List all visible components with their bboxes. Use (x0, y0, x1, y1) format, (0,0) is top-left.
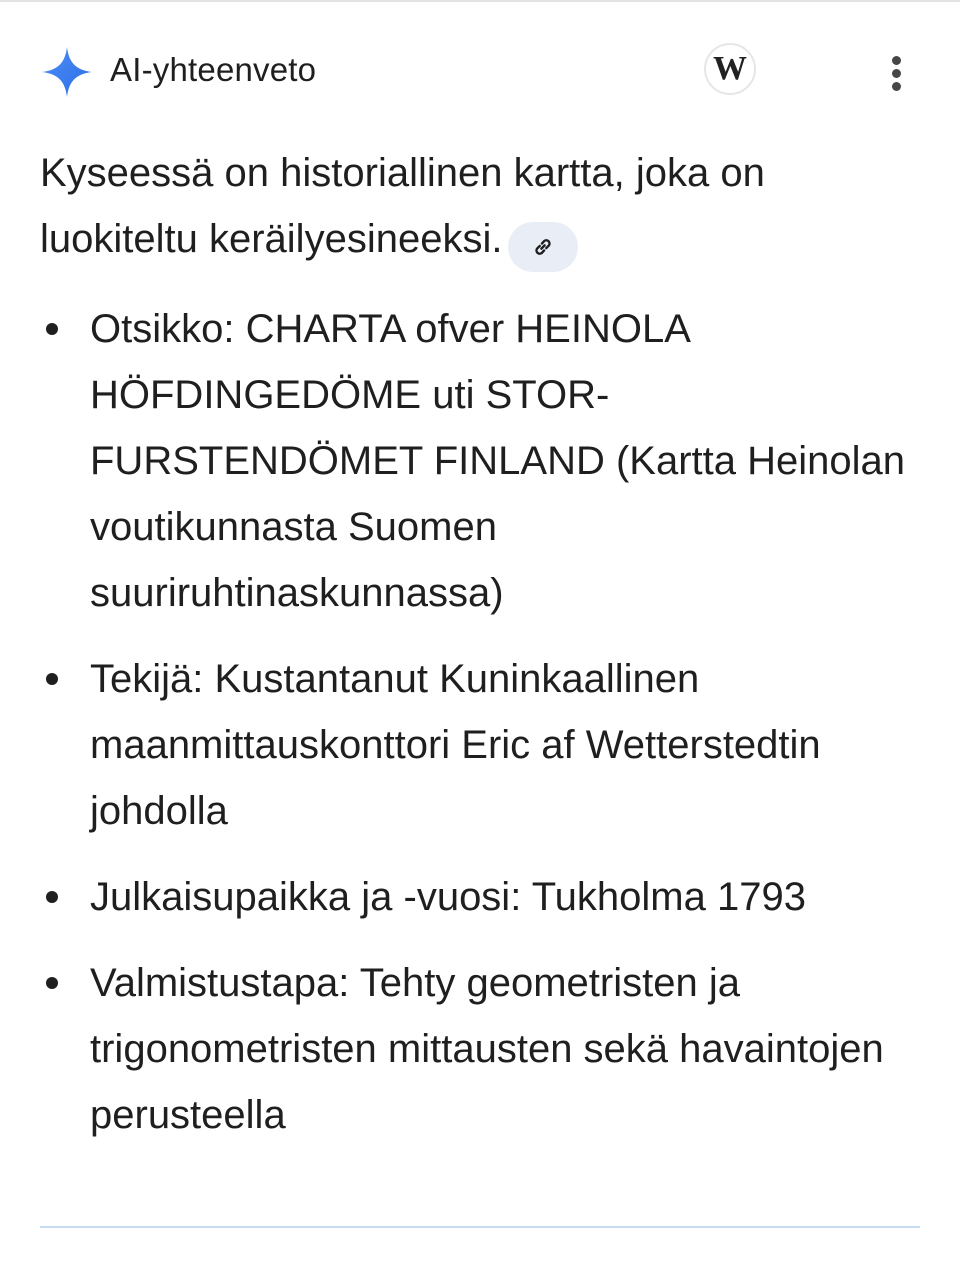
list-item-text: Tekijä: Kustantanut Kuninkaallinen maanmittauskonttori Eric af Wetterstedtin johdolla (90, 657, 821, 833)
source-link-button[interactable] (508, 222, 578, 272)
wikipedia-letter: W (713, 50, 747, 87)
bullet-icon (46, 977, 58, 989)
bullet-icon (46, 891, 58, 903)
list-item-text: Valmistustapa: Tehty geometristen ja trigonometristen mittausten sekä havaintojen perusteella (90, 961, 884, 1137)
gemini-sparkle-icon (40, 45, 94, 99)
ai-overview-content (40, 140, 920, 1168)
bullet-icon (46, 673, 58, 685)
list-item (40, 950, 920, 1148)
list-item-text: Otsikko: CHARTA ofver HEINOLA HÖFDINGEDÖME uti STOR-FURSTENDÖMET FINLAND (Kartta Heinolan voutikunnasta Suomen suuriruhtinaskunnassa) (90, 307, 905, 615)
list-item (40, 296, 920, 626)
bullet-icon (46, 323, 58, 335)
more-vert-icon[interactable] (880, 53, 914, 93)
ai-overview-title: AI-yhteenveto (110, 51, 317, 88)
bottom-divider (40, 1226, 920, 1228)
list-item (40, 646, 920, 844)
summary-list (40, 296, 920, 1148)
link-icon (530, 234, 556, 260)
ai-overview-header (0, 38, 960, 102)
summary-intro (40, 140, 920, 272)
wikipedia-icon[interactable] (704, 43, 756, 95)
list-item-text: Julkaisupaikka ja -vuosi: Tukholma 1793 (90, 875, 806, 919)
top-divider (0, 0, 960, 2)
summary-intro-text: Kyseessä on historiallinen kartta, joka on luokiteltu keräilyesineeksi. (40, 151, 765, 261)
list-item (40, 864, 920, 930)
